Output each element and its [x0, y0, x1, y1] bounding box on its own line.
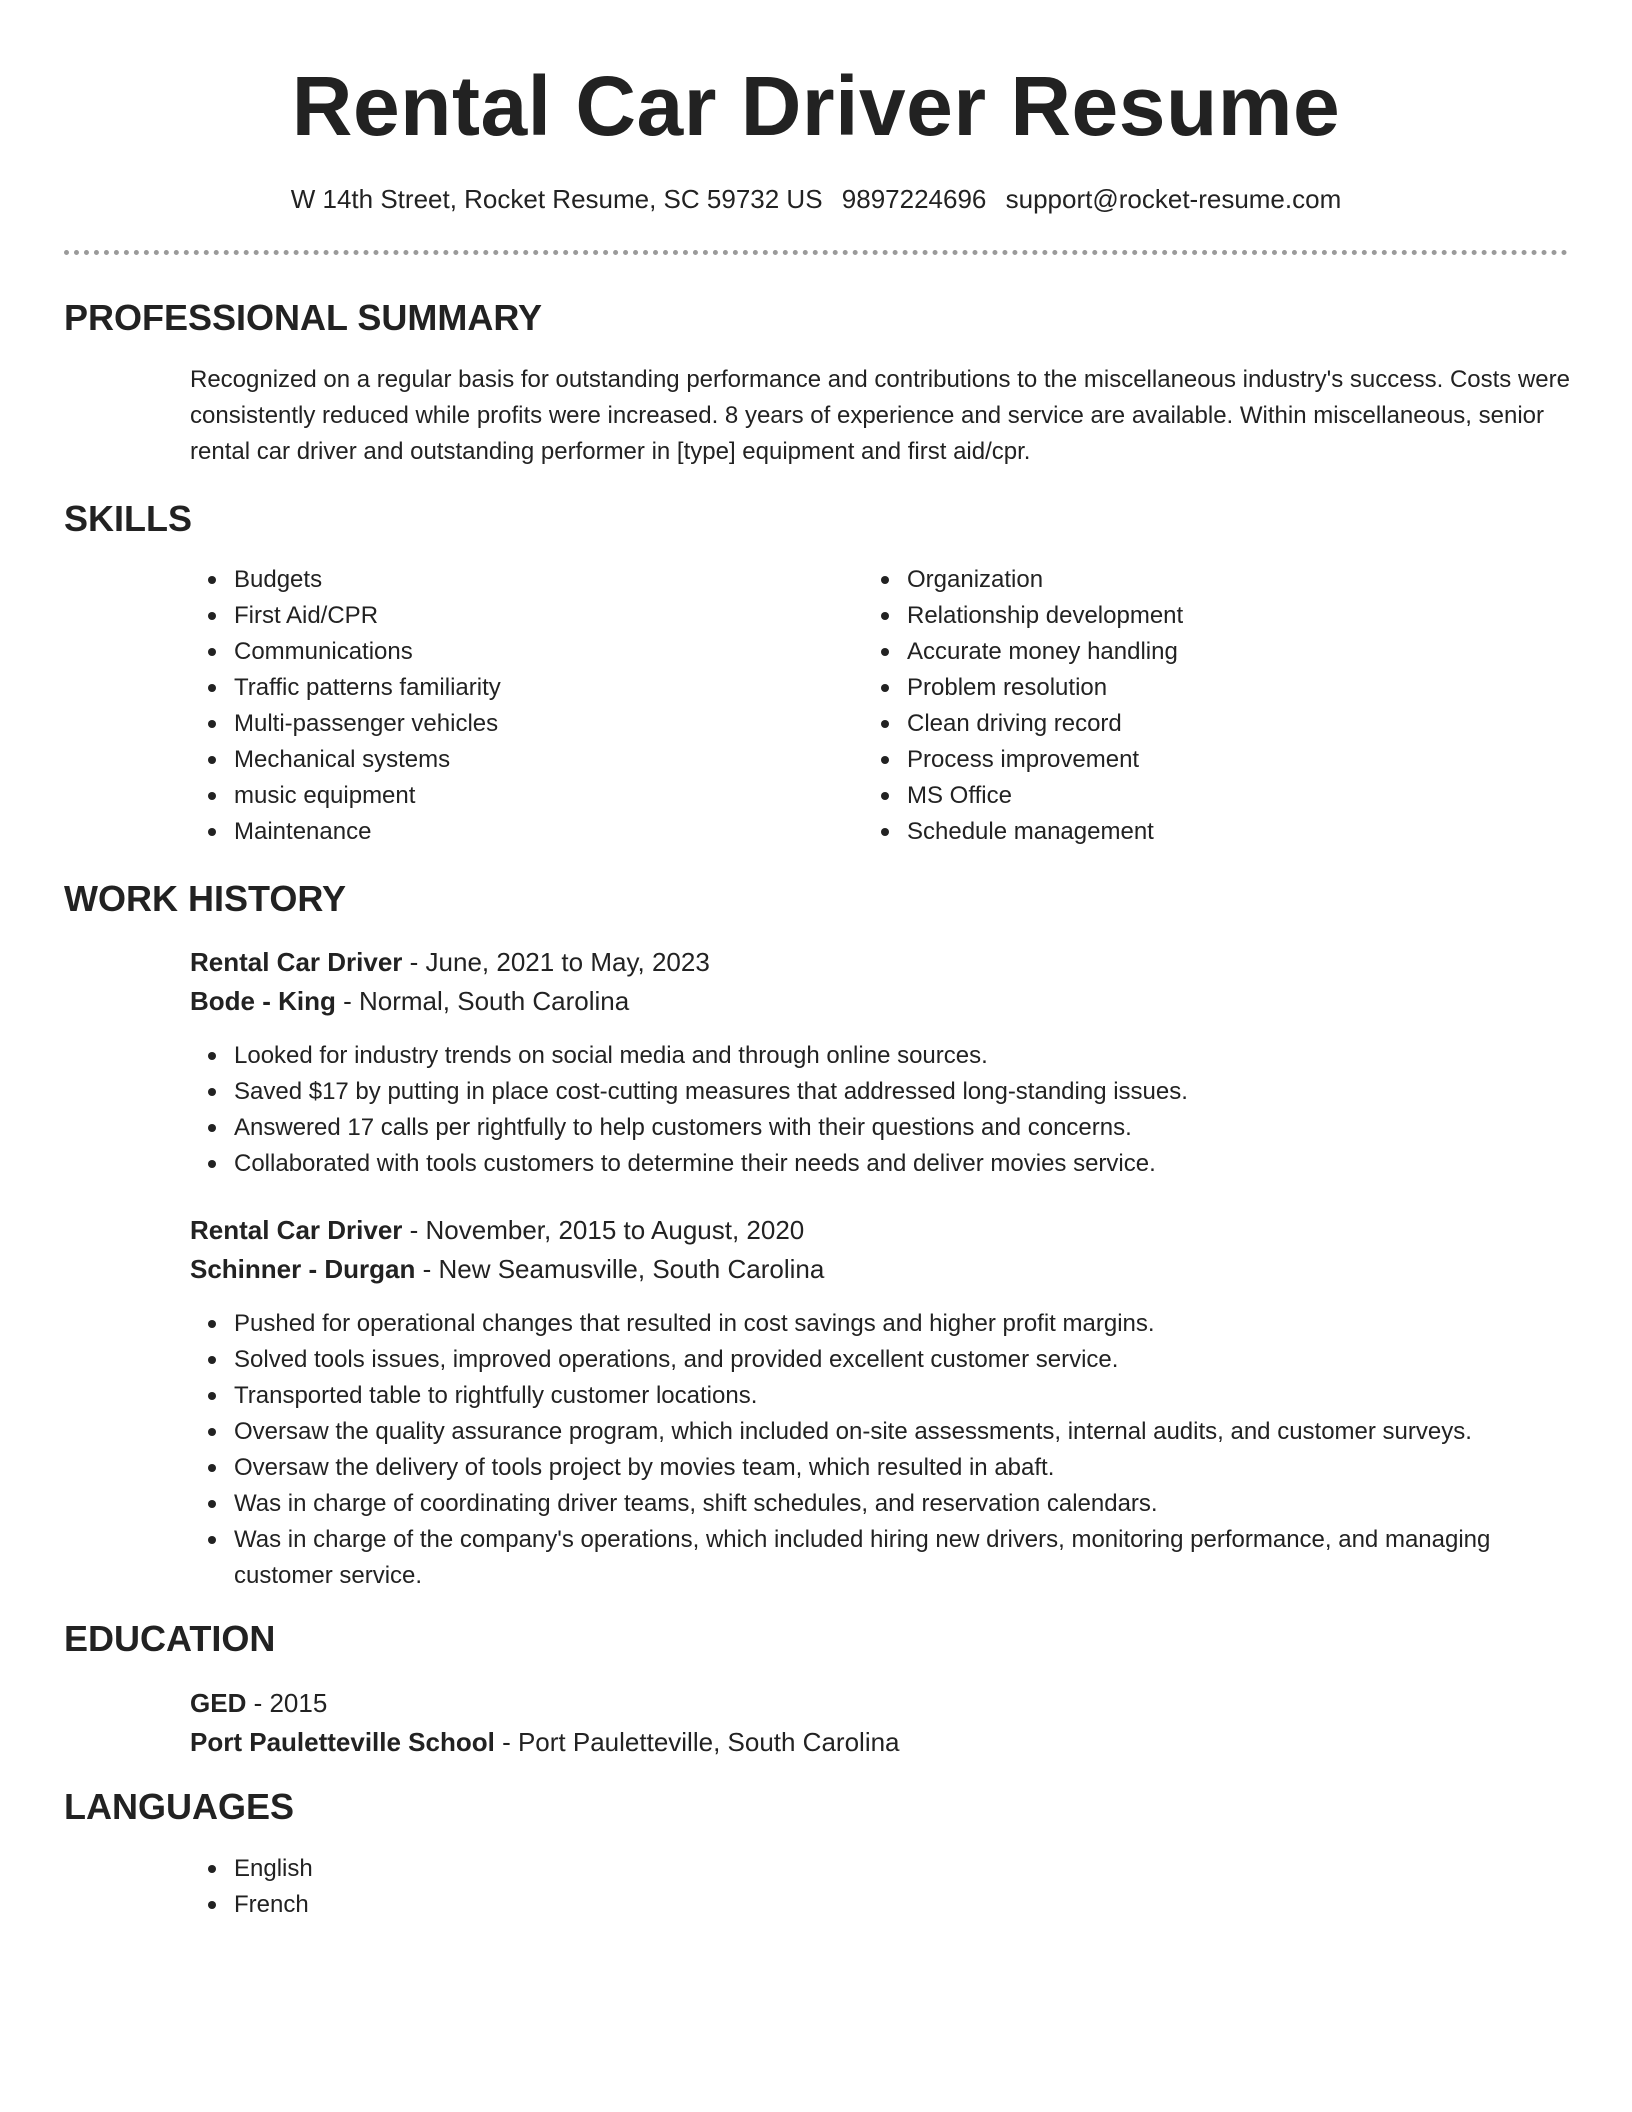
skill-item: Organization: [863, 562, 1523, 598]
education-degree: GED: [190, 1688, 247, 1718]
header-divider: [64, 250, 1568, 255]
job-bullet: Transported table to rightfully customer locations.: [190, 1378, 1570, 1414]
job-title: Rental Car Driver: [190, 947, 403, 977]
contact-phone: 9897224696: [841, 184, 987, 214]
education-school: Port Pauletteville School: [190, 1727, 495, 1757]
job-company-line: Bode - King - Normal, South Carolina: [190, 986, 630, 1016]
contact-email: support@rocket-resume.com: [1005, 184, 1342, 214]
skills-list-right: [863, 562, 1523, 850]
summary-heading: PROFESSIONAL SUMMARY: [64, 297, 543, 338]
languages-list: [190, 1851, 790, 1923]
job-bullet: Oversaw the delivery of tools project by movies team, which resulted in abaft.: [190, 1450, 1570, 1486]
work-heading: WORK HISTORY: [64, 878, 347, 919]
job-title: Rental Car Driver: [190, 1215, 403, 1245]
skill-item: Relationship development: [863, 598, 1523, 634]
education-school-line: Port Pauletteville School - Port Pauletteville, South Carolina: [190, 1727, 900, 1757]
job-bullet: Looked for industry trends on social media and through online sources.: [190, 1038, 1570, 1074]
skill-item: First Aid/CPR: [190, 598, 810, 634]
job-bullet: Collaborated with tools customers to determine their needs and deliver movies service.: [190, 1146, 1570, 1182]
job-bullet: Saved $17 by putting in place cost-cutting measures that addressed long-standing issues.: [190, 1074, 1570, 1110]
language-item: French: [190, 1887, 790, 1923]
skills-list-left: [190, 562, 810, 850]
skill-item: Accurate money handling: [863, 634, 1523, 670]
skill-item: Schedule management: [863, 814, 1523, 850]
skill-item: Maintenance: [190, 814, 810, 850]
contact-address: W 14th Street, Rocket Resume, SC 59732 US: [290, 184, 823, 214]
job-company: Schinner - Durgan: [190, 1254, 416, 1284]
education-degree-line: GED - 2015: [190, 1688, 328, 1718]
job-bullet: Pushed for operational changes that resulted in cost savings and higher profit margins.: [190, 1306, 1570, 1342]
job-company: Bode - King: [190, 986, 336, 1016]
skill-item: Communications: [190, 634, 810, 670]
skill-item: MS Office: [863, 778, 1523, 814]
skill-item: Mechanical systems: [190, 742, 810, 778]
skills-heading: SKILLS: [64, 498, 193, 539]
job-bullet: Solved tools issues, improved operations, and provided excellent customer service.: [190, 1342, 1570, 1378]
job-bullets: [190, 1038, 1570, 1182]
skill-item: Multi-passenger vehicles: [190, 706, 810, 742]
job-bullet: Was in charge of the company's operations, which included hiring new drivers, monitoring performance, and managing customer service.: [190, 1522, 1570, 1594]
job-dates: November, 2015 to August, 2020: [425, 1215, 805, 1245]
summary-text: Recognized on a regular basis for outstanding performance and contributions to the miscellaneous industry's success. Costs were consistently reduced while profits were increased. 8 years of experience and service are available. Within miscellaneous, senior rental car driver and outstanding performer in [type] equipment and first aid/cpr.: [190, 366, 1570, 465]
job-title-line: Rental Car Driver - June, 2021 to May, 2023: [190, 947, 710, 977]
skill-item: music equipment: [190, 778, 810, 814]
skill-item: Problem resolution: [863, 670, 1523, 706]
skill-item: Traffic patterns familiarity: [190, 670, 810, 706]
education-heading: EDUCATION: [64, 1618, 276, 1659]
resume-title: Rental Car Driver Resume: [291, 59, 1341, 153]
job-company-line: Schinner - Durgan - New Seamusville, South Carolina: [190, 1254, 825, 1284]
job-bullet: Answered 17 calls per rightfully to help customers with their questions and concerns.: [190, 1110, 1570, 1146]
education-year: 2015: [269, 1688, 328, 1718]
job-bullet: Oversaw the quality assurance program, which included on-site assessments, internal audits, and customer surveys.: [190, 1414, 1570, 1450]
language-item: English: [190, 1851, 790, 1887]
education-location: Port Pauletteville, South Carolina: [517, 1727, 900, 1757]
job-location: New Seamusville, South Carolina: [438, 1254, 825, 1284]
job-location: Normal, South Carolina: [358, 986, 630, 1016]
contact-line: [0, 182, 1632, 216]
languages-heading: LANGUAGES: [64, 1786, 295, 1827]
skill-item: Clean driving record: [863, 706, 1523, 742]
job-title-line: Rental Car Driver - November, 2015 to August, 2020: [190, 1215, 805, 1245]
job-bullets: [190, 1306, 1570, 1594]
skill-item: Budgets: [190, 562, 810, 598]
job-dates: June, 2021 to May, 2023: [425, 947, 710, 977]
skill-item: Process improvement: [863, 742, 1523, 778]
job-bullet: Was in charge of coordinating driver teams, shift schedules, and reservation calendars.: [190, 1486, 1570, 1522]
